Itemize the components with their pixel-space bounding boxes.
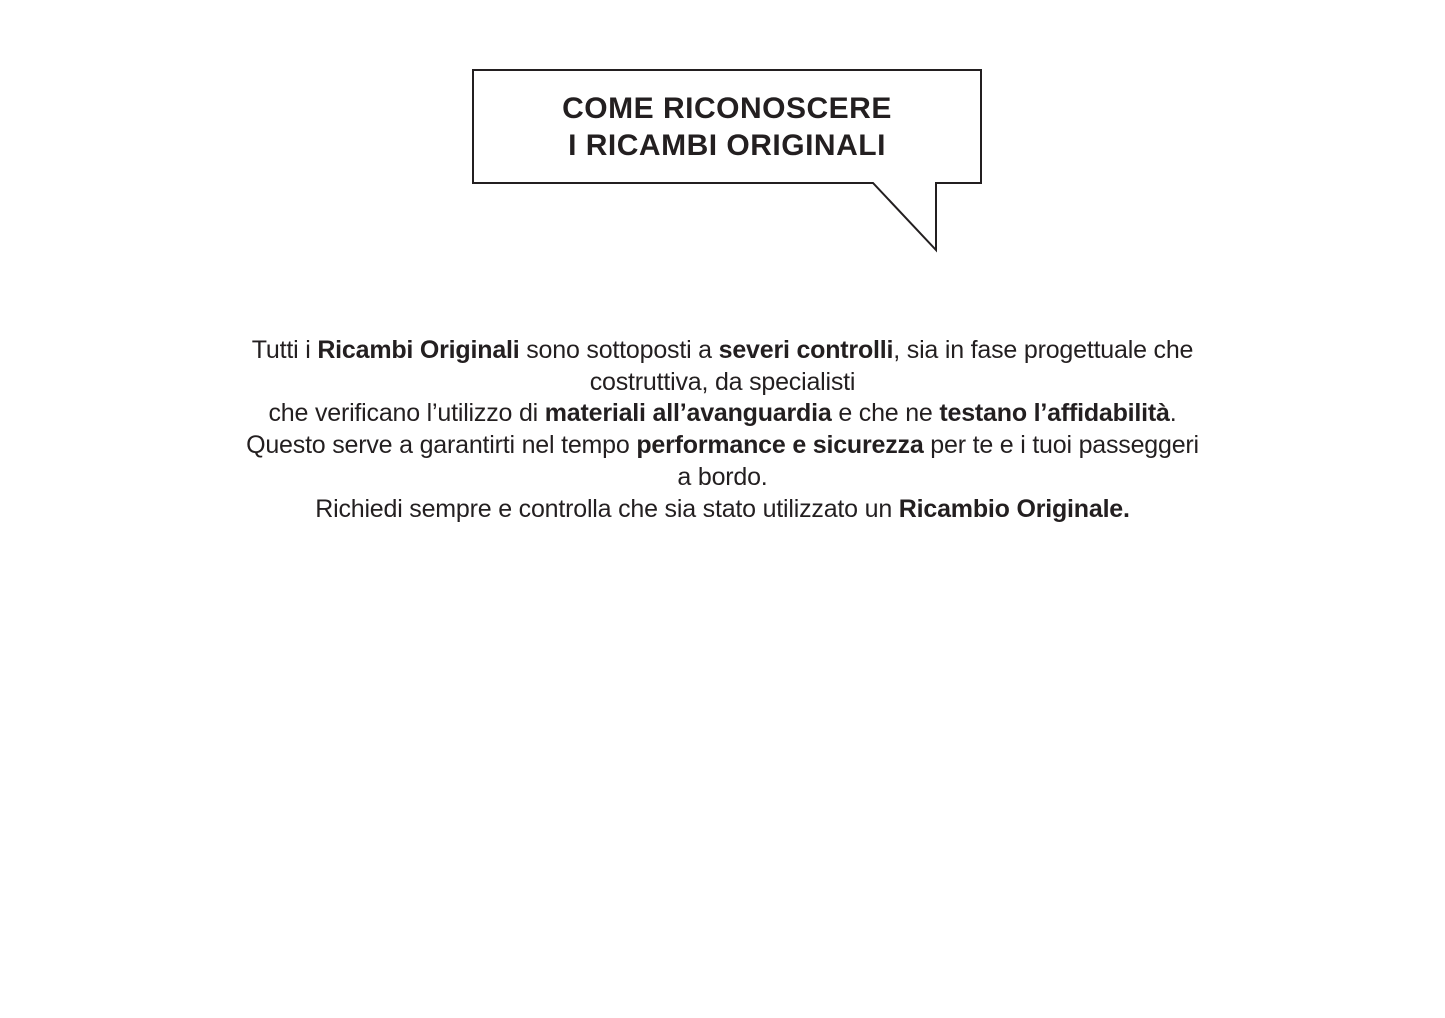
paragraph-line	[0, 462, 1445, 494]
bubble-title-line2: I RICAMBI ORIGINALI	[568, 128, 886, 162]
paragraph-line	[0, 335, 1445, 367]
paragraph-text: .	[1169, 399, 1177, 428]
paragraph-text: e che ne	[831, 399, 940, 428]
paragraph-text: sono sottoposti a	[519, 336, 719, 364]
bubble-title-line1: COME RICONOSCERE	[562, 91, 892, 125]
bubble-title	[473, 70, 981, 183]
paragraph-text: Questo serve a garantirti nel tempo	[246, 431, 637, 460]
paragraph-line	[0, 494, 1445, 526]
paragraph-text: costruttiva, da specialisti	[589, 367, 856, 396]
paragraph-text: per te e i tuoi passeggeri	[923, 431, 1199, 460]
paragraph-text: Richiedi sempre e controlla che sia stato utilizzato un	[315, 494, 899, 523]
paragraph-line	[0, 367, 1445, 399]
paragraph-text: Tutti i	[251, 336, 318, 364]
speech-bubble	[472, 69, 984, 255]
paragraph-line	[0, 430, 1445, 462]
paragraph-text-bold: severi controlli	[718, 336, 894, 364]
paragraph-text-bold: Ricambi Originali	[317, 336, 520, 364]
paragraph-text-bold: materiali all’avanguardia	[544, 399, 832, 428]
paragraph-text-bold: performance e sicurezza	[636, 431, 924, 460]
paragraph-text: a bordo.	[677, 462, 768, 491]
body-text	[0, 335, 1445, 525]
paragraph-text-bold: Ricambio Originale.	[898, 494, 1130, 523]
paragraph-text: , sia in fase progettuale che	[893, 336, 1194, 364]
paragraph-line	[0, 398, 1445, 430]
paragraph-text: che verificano l’utilizzo di	[268, 399, 545, 428]
paragraph-text-bold: testano l’affidabilità	[939, 399, 1170, 428]
